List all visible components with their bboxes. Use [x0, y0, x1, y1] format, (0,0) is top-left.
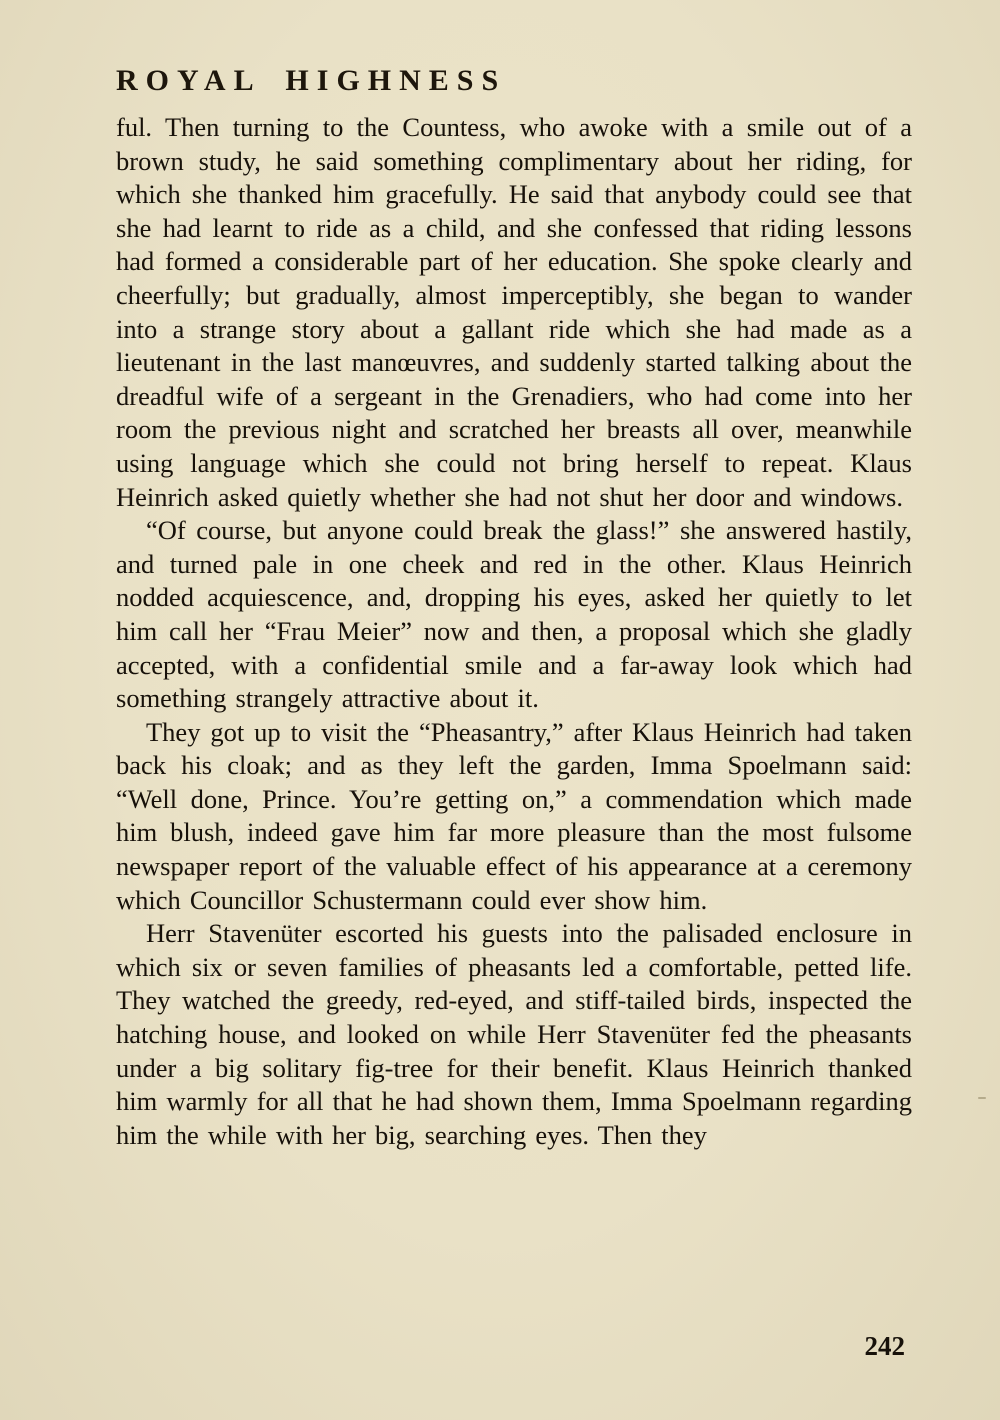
paragraph-continuation: ful. Then turning to the Countess, who awoke with a smile out of a brown study, he said something complimentary about her riding, for which she thanked him gracefully. He said that anybody could see that she had learnt to ride as a child, and she confessed that riding lessons had formed a considerable part of her education. She spoke clearly and cheerfully; but gradually, almost imperceptibly, she began to wander into a strange story about a gallant ride which she had made as a lieutenant in the last manœuvres, and suddenly started talking about the dreadful wife of a sergeant in the Grenadiers, who had come into her room the previous night and scratched her breasts all over, meanwhile using language which she could not bring herself to repeat. Klaus Heinrich asked quietly whether she had not shut her door and windows.	[116, 112, 912, 512]
paragraph: Herr Stavenüter escorted his guests into the palisaded enclosure in which six or seven families of pheasants led a comfortable, petted life. They watched the greedy, red-eyed, and stiff-tailed birds, inspected the hatching house, and looked on while Herr Stavenüter fed the pheasants under a big solitary fig-tree for their benefit. Klaus Heinrich thanked him warmly for all that he had shown them, Imma Spoelmann regarding him the while with her big, searching eyes. Then they	[116, 918, 912, 1150]
body-text-block	[116, 111, 912, 1152]
scan-artifact	[978, 1097, 986, 1099]
page-number: 242	[864, 1331, 905, 1361]
paragraph: “Of course, but anyone could break the glass!” she answered hastily, and turned pale in one cheek and red in the other. Klaus Heinrich nodded acquiescence, and, dropping his eyes, asked her quietly to let him call her “Frau Meier” now and then, a proposal which she gladly accepted, with a confidential smile and a far-away look which had something strangely attractive about it.	[116, 515, 912, 714]
running-head-title: ROYAL HIGHNESS	[116, 64, 507, 97]
paragraph: They got up to visit the “Pheasantry,” after Klaus Heinrich had taken back his cloak; and as they left the garden, Imma Spoelmann said: “Well done, Prince. You’re getting on,” a commendation which made him blush, indeed gave him far more pleasure than the most fulsome newspaper report of the valuable effect of his appearance at a ceremony which Councillor Schustermann could ever show him.	[116, 716, 912, 915]
